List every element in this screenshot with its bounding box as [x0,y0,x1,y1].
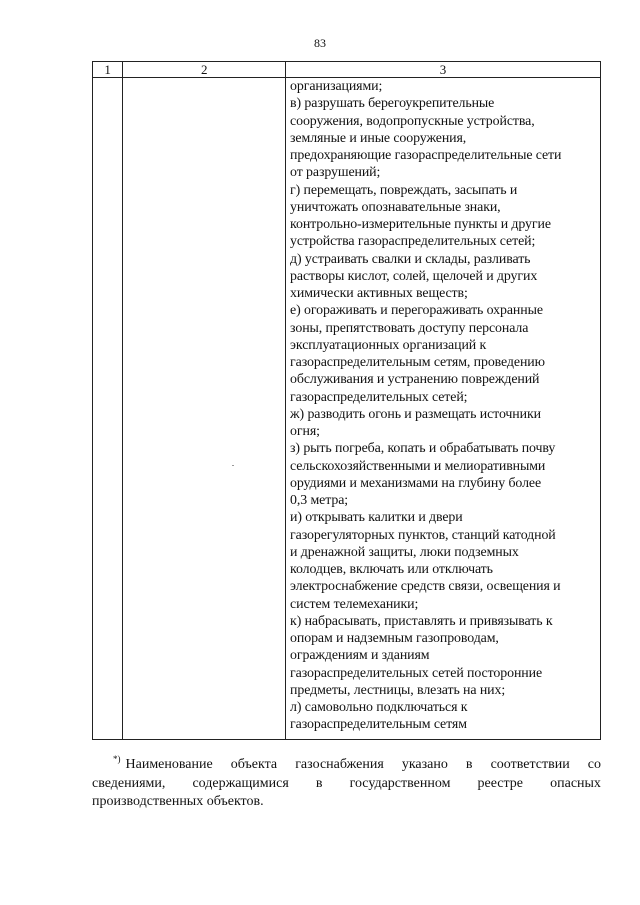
text-line: устройства газораспределительных сетей; [290,234,536,250]
footnote-word: содержащимися [192,775,289,791]
text-line: г) перемещать, повреждать, засыпать и [290,182,518,198]
text-line: и дренажной защиты, люки подземных [290,544,519,560]
footnote-word: в [465,757,473,772]
text-line: зоны, препятствовать доступу персонала [290,320,529,336]
text-line: з) рыть погреба, копать и обрабатывать почву [290,441,556,457]
column-header-3: 3 [286,62,601,78]
column-header-2: 2 [123,62,286,78]
main-table [92,61,601,740]
text-line: колодцев, включать или отключать [290,562,493,577]
table-header-row [93,62,601,78]
text-line: растворы кислот, солей, щелочей и других [290,268,538,284]
scan-speck [232,465,234,466]
text-line: электроснабжение средств связи, освещения и [290,579,561,595]
text-line: орудиями и механизмами на глубину более [290,475,542,491]
text-line: е) огораживать и перегораживать охранные [290,303,543,319]
cell-col-1 [93,78,123,740]
text-line: газораспределительным сетям [290,717,467,733]
footnote-word: опасных [550,775,601,791]
text-line: предметы, лестницы, влезать на них; [290,682,506,698]
text-line: обслуживания и устранению повреждений [290,372,540,388]
page-number: 83 [314,36,326,50]
footnote-word: газоснабжения [295,757,384,772]
table-row [93,78,601,740]
footnote-word: Наименование [125,757,213,772]
footnote-word: государственном [349,775,451,791]
footnote-word: соответствии [490,757,570,772]
footnote-line-3 [92,793,601,812]
text-line: земляные и иные сооружения, [290,130,467,146]
footnote-word: со [587,757,601,772]
footnote-word: производственных объектов. [92,794,264,809]
footnote [92,756,601,812]
text-line: газорегуляторных пунктов, станций катодной [290,527,556,543]
text-line: от разрушений; [290,165,381,181]
text-line: и) открывать калитки и двери [290,510,463,526]
footnote-word: реестре [477,775,524,791]
cell-col-2 [123,78,286,740]
text-line: газораспределительным сетям, проведению [290,355,545,370]
text-line: в) разрушать берегоукрепительные [290,96,495,112]
text-line: ограждениям и зданиям [290,648,430,664]
column-header-1: 1 [93,62,123,78]
text-line: эксплуатационных организаций к [290,337,487,353]
text-line: ж) разводить огонь и размещать источники [290,406,541,422]
prohibitions-list [290,78,600,734]
text-line: предохраняющие газораспределительные сети [290,148,562,163]
text-line: опорам и надземным газопроводам, [290,631,499,646]
footnote-line-1 [92,756,601,775]
footnote-word: объекта [230,757,278,772]
text-line: систем телемеханики; [290,596,419,612]
text-line: контрольно-измерительные пункты и другие [290,217,551,232]
cell-col-3 [286,78,601,740]
text-line: газораспределительных сетей; [290,389,468,405]
text-line: организациями; [290,79,383,94]
text-line: газораспределительных сетей посторонние [290,665,543,681]
text-line: сооружения, водопропускные устройства, [290,113,535,129]
footnote-line-2 [92,775,601,794]
text-line: к) набрасывать, приставлять и привязывать к [290,613,553,629]
text-line: сельскохозяйственными и мелиоративными [290,458,546,474]
footnote-word: сведениями, [92,775,166,791]
footnote-word: указано [401,757,448,772]
footnote-first-word [113,756,213,775]
text-line: л) самовольно подключаться к [290,700,468,715]
text-line: д) устраивать свалки и склады, разливать [290,251,531,267]
text-line: уничтожать опознавательные знаки, [290,199,501,215]
footnote-marker: *) [113,754,121,765]
text-line: огня; [290,424,320,439]
text-line: 0,3 метра; [290,493,349,508]
footnote-word: в [315,775,323,791]
text-line: химически активных веществ; [290,286,468,301]
